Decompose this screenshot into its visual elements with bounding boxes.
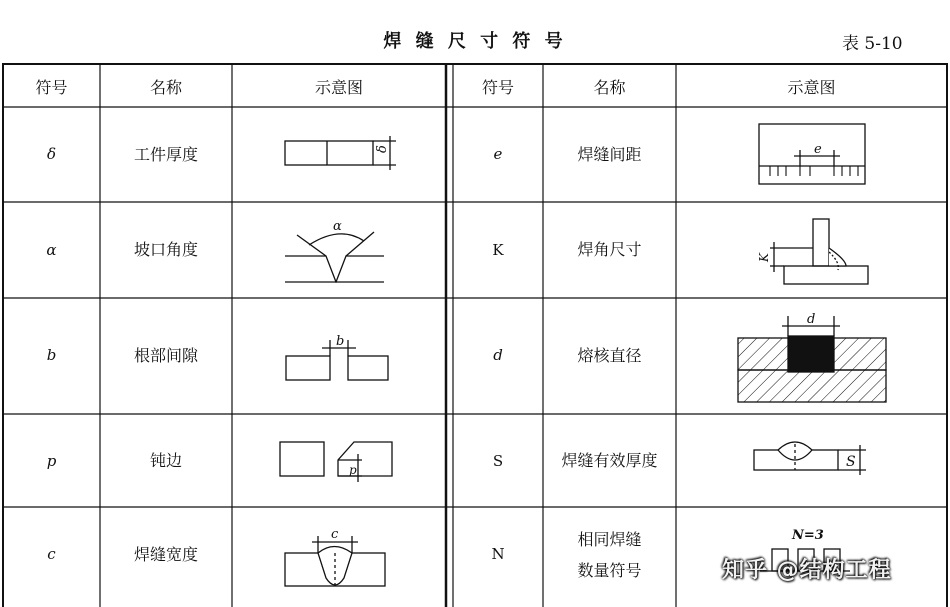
svg-text:K: K xyxy=(757,253,771,262)
symbol-p: p xyxy=(46,452,57,470)
name-groove-angle: 坡口角度 xyxy=(133,240,198,259)
svg-text:b: b xyxy=(336,334,345,349)
header-symbol-right: 符号 xyxy=(481,78,514,97)
diagram-nugget-diameter xyxy=(738,312,886,402)
header-symbol-left: 符号 xyxy=(35,78,68,97)
name-root-face: 钝边 xyxy=(149,451,182,470)
symbol-S: S xyxy=(492,452,504,470)
name-weld-width: 焊缝宽度 xyxy=(133,545,198,564)
table-title: 焊 缝 尺 寸 符 号 xyxy=(383,31,567,52)
name-leg-size: 焊角尺寸 xyxy=(577,240,642,259)
name-weld-spacing: 焊缝间距 xyxy=(577,145,642,164)
header-name-left: 名称 xyxy=(149,78,182,97)
symbol-d: d xyxy=(493,346,503,364)
diagram-workpiece-thickness xyxy=(285,136,396,170)
diagram-effective-throat xyxy=(754,442,866,475)
svg-text:δ: δ xyxy=(375,145,390,153)
header-name-right: 名称 xyxy=(593,78,626,97)
svg-text:α: α xyxy=(333,219,342,234)
svg-text:S: S xyxy=(846,454,856,470)
diagram-root-gap xyxy=(286,334,388,380)
symbol-N: N xyxy=(491,545,505,563)
header-diagram-right: 示意图 xyxy=(787,78,836,97)
name-effective-throat: 焊缝有效厚度 xyxy=(561,451,658,470)
symbol-delta: δ xyxy=(46,145,57,163)
name-root-gap: 根部间隙 xyxy=(133,346,198,365)
name-workpiece-thickness: 工件厚度 xyxy=(133,145,198,164)
svg-text:d: d xyxy=(807,312,816,327)
symbol-K: K xyxy=(492,241,504,259)
symbol-c: c xyxy=(47,545,56,563)
header-diagram-left: 示意图 xyxy=(314,78,363,97)
diagram-leg-size xyxy=(757,219,868,284)
diagram-groove-angle xyxy=(285,219,384,282)
diagram-root-face xyxy=(280,442,392,482)
diagram-weld-width xyxy=(285,527,385,586)
name-same-weld-count-line2: 数量符号 xyxy=(577,561,642,580)
svg-text:p: p xyxy=(349,463,357,477)
svg-text:e: e xyxy=(814,142,822,157)
name-nugget-diameter: 熔核直径 xyxy=(577,346,642,365)
svg-text:N=3: N=3 xyxy=(792,528,824,543)
diagram-weld-spacing xyxy=(759,124,865,184)
svg-text:c: c xyxy=(331,527,339,542)
name-same-weld-count-line1: 相同焊缝 xyxy=(577,530,642,549)
table-number: 表 5-10 xyxy=(842,34,903,54)
symbol-b: b xyxy=(46,346,57,364)
symbol-alpha: α xyxy=(46,241,57,259)
watermark: 知乎 @结构工程 xyxy=(722,558,892,583)
symbol-e: e xyxy=(493,145,503,163)
